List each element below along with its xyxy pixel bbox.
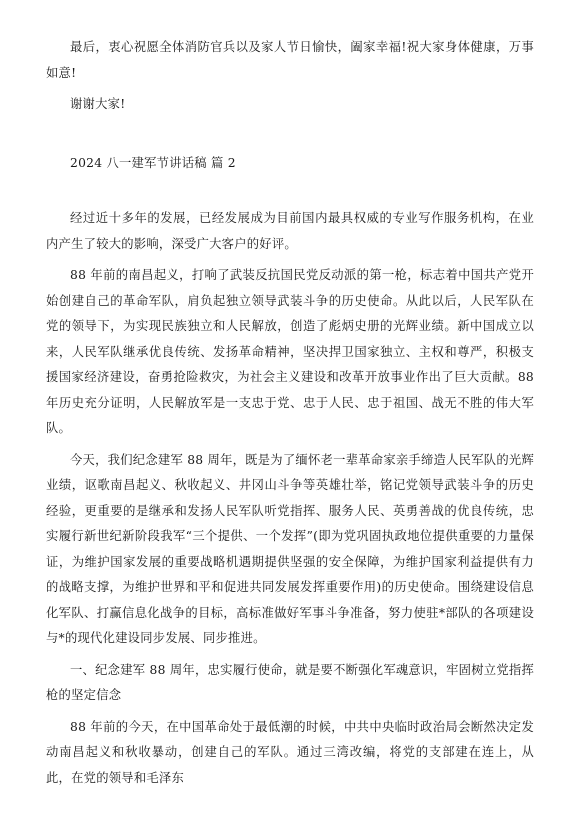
nanchang-uprising-paragraph: 88 年前的南昌起义，打响了武装反抗国民党反动派的第一枪，标志着中国共产党开始创建自己的革命军队，肩负起独立领导武装斗争的历史使命。从此以后，人民军队在党的领导下，为实现民族独立和人民解放，创造了彪炳史册的光辉业绩。新中国成立以来，人民军队继承优良传统、发扬革命精神，坚决捍卫国家独立、主权和尊严，积极支援国家经济建设，奋勇抢险救灾，为社会主义建设和改革开放事业作出了巨大贡献。88 年历史充分证明，人民解放军是一支忠于党、忠于人民、忠于祖国、战无不胜的伟大军队。 (46, 268, 534, 435)
closing-wish-paragraph: 最后，衷心祝愿全体消防官兵以及家人节日愉快，阖家幸福!祝大家身体健康，万事如意! (46, 40, 534, 80)
thanks-paragraph: 谢谢大家! (70, 97, 126, 111)
top-margin (46, 0, 534, 35)
spacer (46, 176, 534, 206)
today-paragraph: 今天，我们纪念建军 88 周年，既是为了缅怀老一辈革命家亲手缔造人民军队的光辉业绩，讴歌南昌起义、秋收起义、井冈山斗争等英雄壮举，铭记党领导武装斗争的历史经验，更重要的是继承和发扬人民军队听党指挥、服务人民、英勇善战的优良传统，忠实履行新世纪新阶段我军“三个提供、一个发挥”(即为党巩固执政地位提供重要的力量保证，为维护国家发展的重要战略机遇期提供坚强的安全保障，为维护国家利益提供有力的战略支撑，为维护世界和平和促进共同发展发挥重要作用)的历史使命。围绕建设信息化军队、打赢信息化战争的目标，高标准做好军事斗争准备，努力使驻*部队的各项建设与*的现代化建设同步发展、同步推进。 (46, 452, 534, 645)
section-title: 2024 八一建军节讲话稿 篇 2 (70, 155, 236, 170)
eighty-eight-years-ago-paragraph: 88 年前的今天，在中国革命处于最低潮的时候，中共中央临时政治局会断然决定发动南昌起义和秋收暴动，创建自己的军队。通过三湾改编，将党的支部建在连上，从此，在党的领导和毛泽东 (46, 719, 534, 785)
spacer (46, 118, 534, 151)
point-one-paragraph: 一、纪念建军 88 周年，忠实履行使命，就是要不断强化军魂意识，牢固树立党指挥枪的坚定信念 (46, 662, 534, 702)
intro-paragraph: 经过近十多年的发展，已经发展成为目前国内最具权威的专业写作服务机构，在业内产生了较大的影响，深受广大客户的好评。 (46, 211, 534, 251)
